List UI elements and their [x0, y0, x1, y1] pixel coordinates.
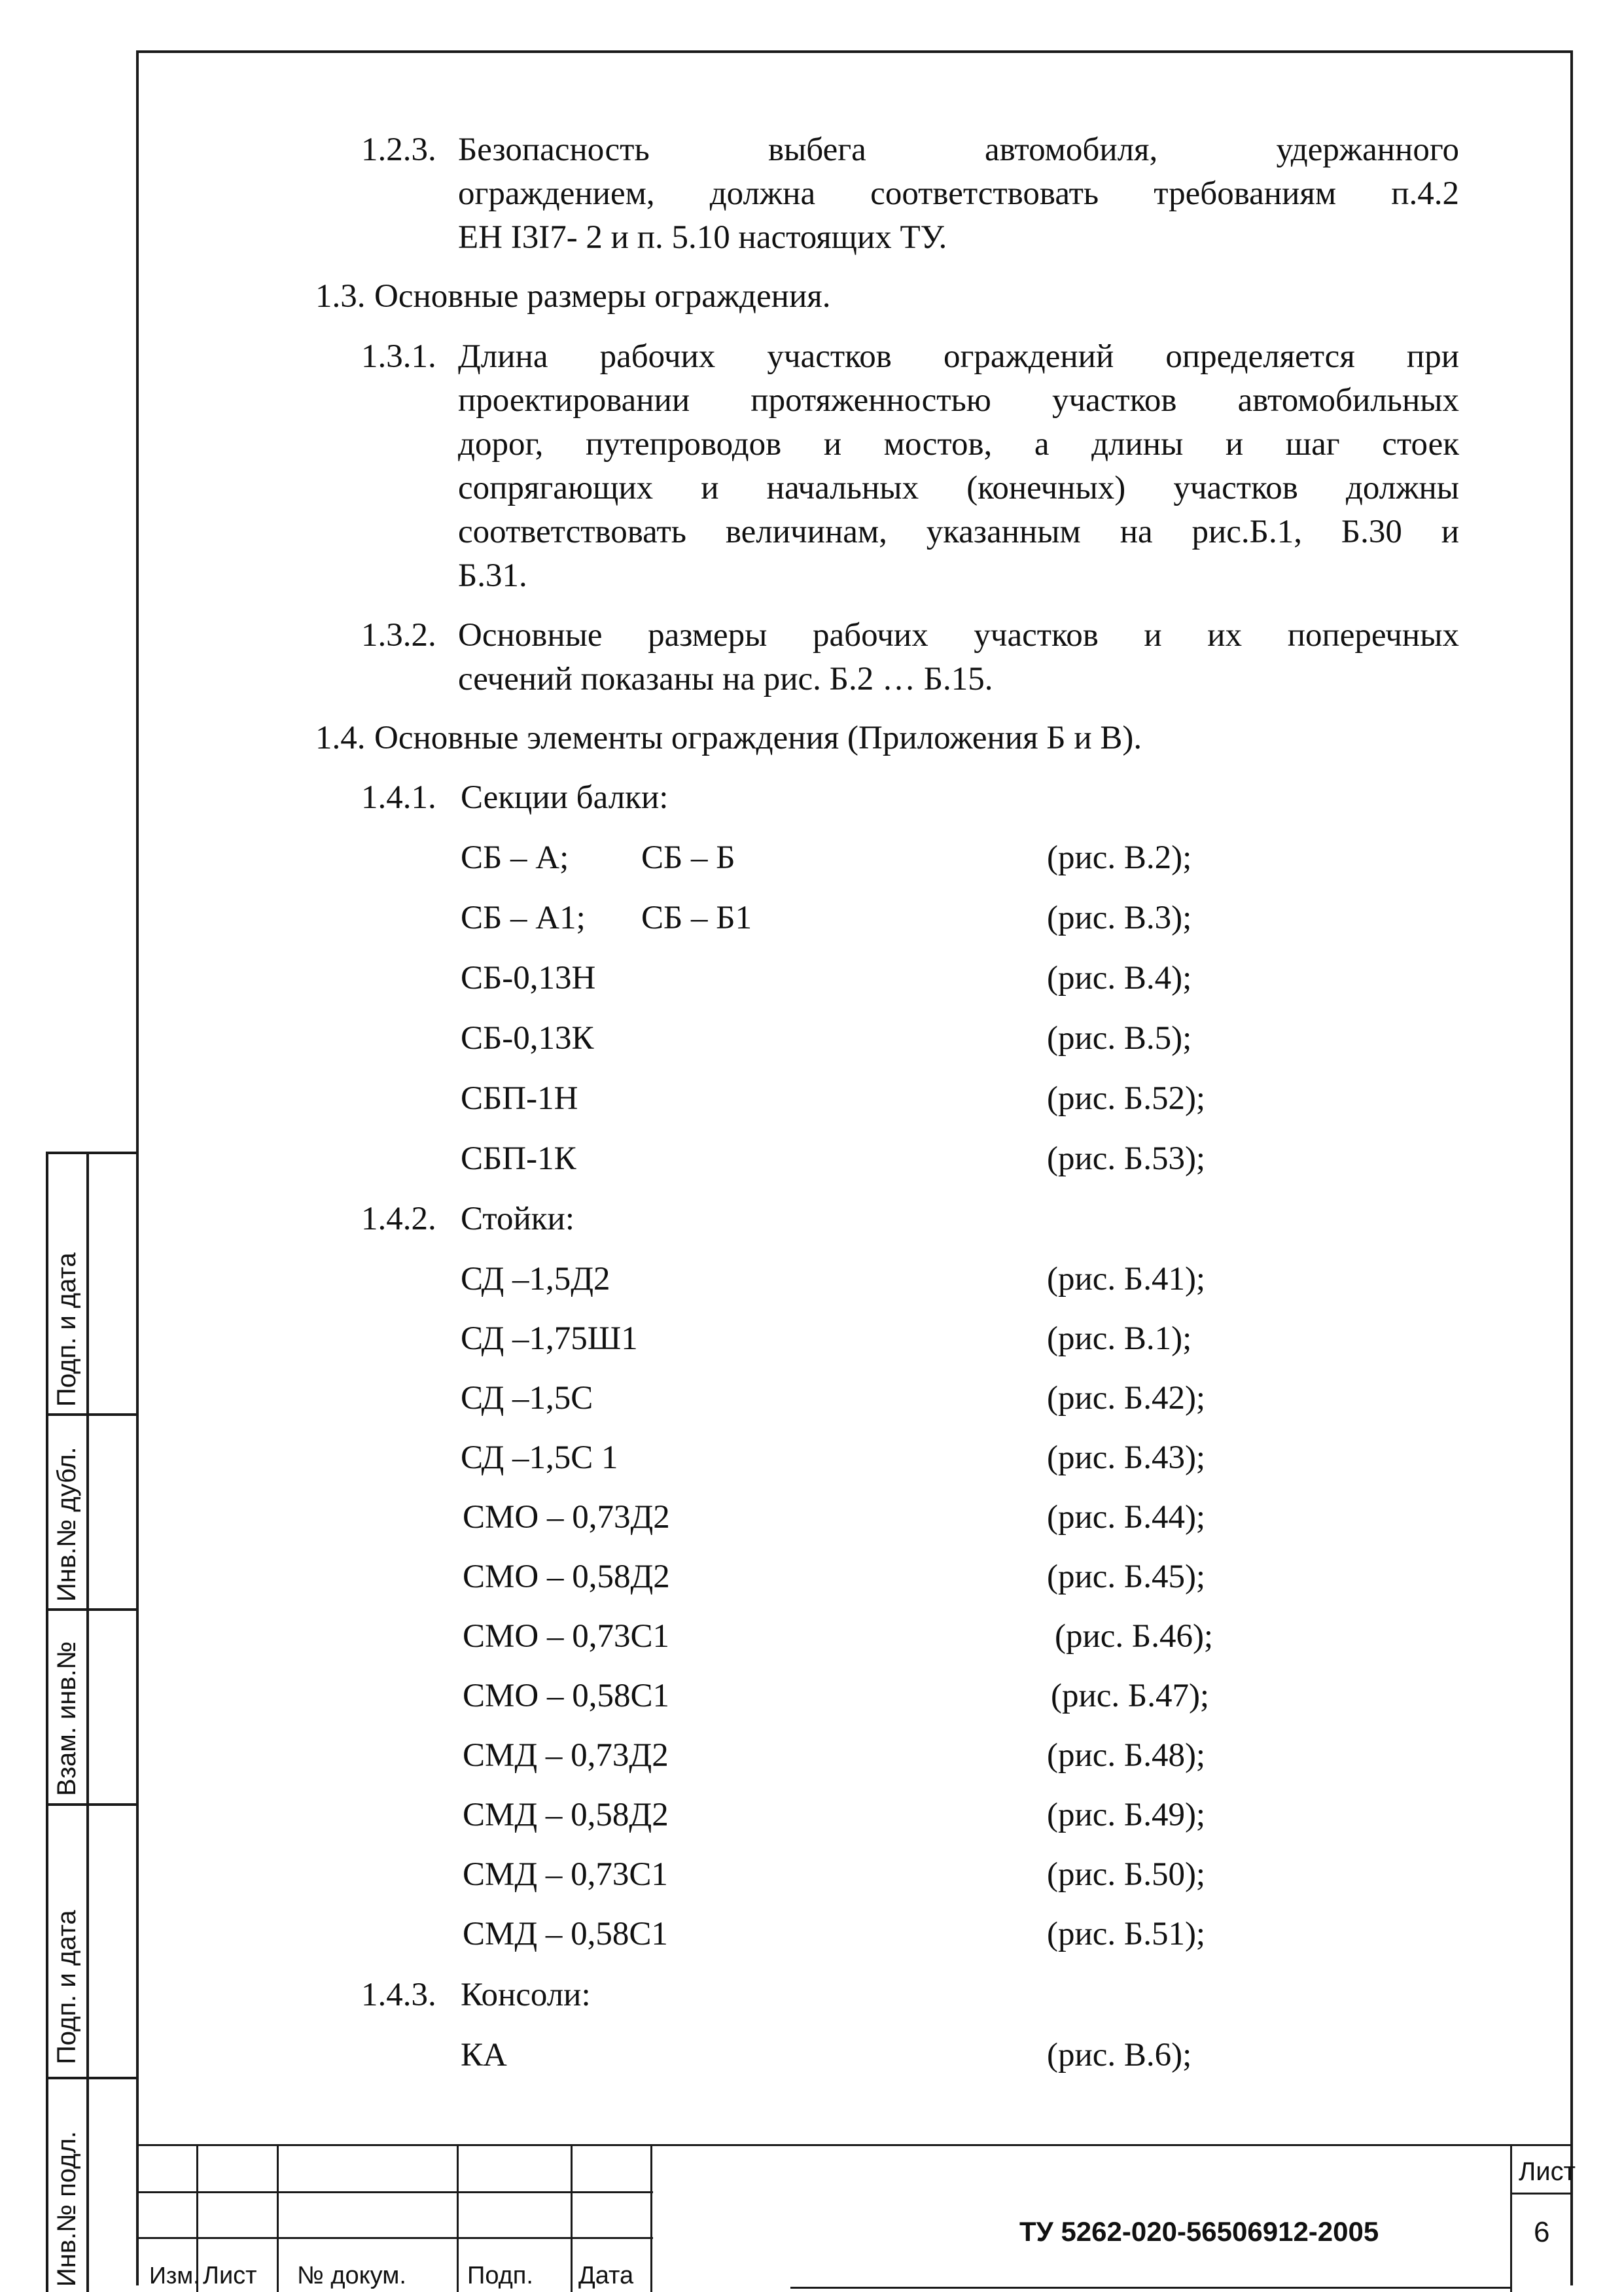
list-item-ref: (рис. В.3); [1047, 900, 1192, 936]
section-1-3-1-line-2: проектировании протяженностью участков автомобильных [458, 382, 1459, 419]
list-item-name: СБ – А; [461, 839, 569, 876]
section-1-2-3-line-1: Безопасность выбега автомобиля, удержанного [458, 132, 1459, 168]
list-item-ref: (рис. Б.45); [1047, 1559, 1206, 1595]
list-item-ref: (рис. Б.50); [1047, 1856, 1206, 1893]
section-1-2-3-line-2: ограждением, должна соответствовать требованиям п.4.2 [458, 175, 1459, 212]
list-item-name: СБ-0,13Н [461, 960, 596, 996]
list-item-name: СМД – 0,58С1 [463, 1916, 668, 1952]
list-item-name: СД –1,5С [461, 1380, 593, 1417]
list-item-name: СБП-1Н [461, 1080, 578, 1117]
section-1-3-1-line-1: Длина рабочих участков ограждений определяется при [458, 338, 1459, 375]
list-item-ref: (рис. В.6); [1047, 2037, 1192, 2073]
list-item-name: СБ-0,13К [461, 1020, 594, 1057]
list-item-name: СМО – 0,58Д2 [463, 1559, 670, 1595]
section-1-4-1-title: Секции балки: [461, 779, 669, 816]
document-code: ТУ 5262-020-56506912-2005 [1019, 2216, 1379, 2247]
section-number-1-4-1: 1.4.1. [361, 779, 436, 816]
list-item-name-alt: СБ – Б1 [641, 900, 752, 936]
section-number-1-3-1: 1.3.1. [361, 338, 436, 375]
section-number-1-3: 1.3. [315, 278, 366, 315]
section-1-4-2-title: Стойки: [461, 1201, 574, 1237]
list-item-ref: (рис. В.2); [1047, 839, 1192, 876]
column-data: Дата [578, 2262, 634, 2289]
section-number-1-4-3: 1.4.3. [361, 1977, 436, 2013]
list-item-name-alt: СБ – Б [641, 839, 735, 876]
section-number-1-3-2: 1.3.2. [361, 617, 436, 654]
title-block [136, 2144, 1576, 2292]
list-item-ref: (рис. Б.48); [1047, 1737, 1206, 1774]
section-1-3-2-line-2: сечений показаны на рис. Б.2 … Б.15. [458, 661, 993, 697]
side-label-inv-podl: Инв.№ подл. [52, 2130, 81, 2287]
list-item-ref: (рис. Б.49); [1047, 1797, 1206, 1833]
sheet-number: 6 [1534, 2216, 1550, 2248]
list-item-name: СБП-1К [461, 1140, 576, 1177]
list-item-name: СМД – 0,73С1 [463, 1856, 668, 1893]
side-label-inv-dubl: Инв.№ дубл. [52, 1447, 81, 1602]
list-item-ref: (рис. Б.43); [1047, 1439, 1206, 1476]
list-item-ref: (рис. Б.41); [1047, 1261, 1206, 1297]
list-item-ref: (рис. Б.46); [1055, 1618, 1214, 1655]
section-1-4-title: Основные элементы ограждения (Приложения Б и В). [374, 720, 1142, 756]
sheet-label: Лист [1519, 2157, 1576, 2186]
list-item-ref: (рис. Б.53); [1047, 1140, 1206, 1177]
section-1-3-1-line-6: Б.31. [458, 557, 527, 594]
section-1-3-title: Основные размеры ограждения. [374, 278, 831, 315]
section-1-3-2-line-1: Основные размеры рабочих участков и их поперечных [458, 617, 1459, 654]
list-item-ref: (рис. В.5); [1047, 1020, 1192, 1057]
side-stamp [46, 1152, 137, 2292]
section-number-1-4: 1.4. [315, 720, 366, 756]
section-1-3-1-line-3: дорог, путепроводов и мостов, а длины и шаг стоек [458, 426, 1459, 463]
list-item-name: СМД – 0,73Д2 [463, 1737, 669, 1774]
side-label-podp-data-upper: Подп. и дата [52, 1252, 81, 1407]
list-item-name: КА [461, 2037, 507, 2073]
column-izm: Изм. [149, 2262, 200, 2289]
list-item-ref: (рис. В.1); [1047, 1320, 1192, 1357]
list-item-name: СМО – 0,73С1 [463, 1618, 669, 1655]
list-item-name: СД –1,5С 1 [461, 1439, 618, 1476]
side-label-podp-data-lower: Подп. и дата [52, 1910, 81, 2064]
section-1-2-3-line-3: ЕН I3I7- 2 и п. 5.10 настоящих ТУ. [458, 219, 947, 256]
section-1-4-3-title: Консоли: [461, 1977, 591, 2013]
list-item-name: СМД – 0,58Д2 [463, 1797, 669, 1833]
list-item-name: СМО – 0,73Д2 [463, 1499, 670, 1536]
section-1-3-1-line-5: соответствовать величинам, указанным на рис.Б.1, Б.30 и [458, 514, 1459, 550]
list-item-name: СД –1,5Д2 [461, 1261, 610, 1297]
column-doc-number: № докум. [297, 2262, 406, 2289]
list-item-ref: (рис. В.4); [1047, 960, 1192, 996]
section-1-3-1-line-4: сопрягающих и начальных (конечных) участков должны [458, 470, 1459, 506]
list-item-ref: (рис. Б.51); [1047, 1916, 1206, 1952]
list-item-ref: (рис. Б.42); [1047, 1380, 1206, 1417]
section-number-1-2-3: 1.2.3. [361, 132, 436, 168]
list-item-ref: (рис. Б.52); [1047, 1080, 1206, 1117]
list-item-name: СМО – 0,58С1 [463, 1678, 669, 1714]
section-number-1-4-2: 1.4.2. [361, 1201, 436, 1237]
list-item-name: СД –1,75Ш1 [461, 1320, 638, 1357]
list-item-name: СБ – А1; [461, 900, 586, 936]
column-list: Лист [203, 2262, 257, 2289]
list-item-ref: (рис. Б.47); [1051, 1678, 1210, 1714]
side-label-vzam-inv: Взам. инв.№ [52, 1641, 81, 1796]
column-podp: Подп. [467, 2262, 533, 2289]
list-item-ref: (рис. Б.44); [1047, 1499, 1206, 1536]
